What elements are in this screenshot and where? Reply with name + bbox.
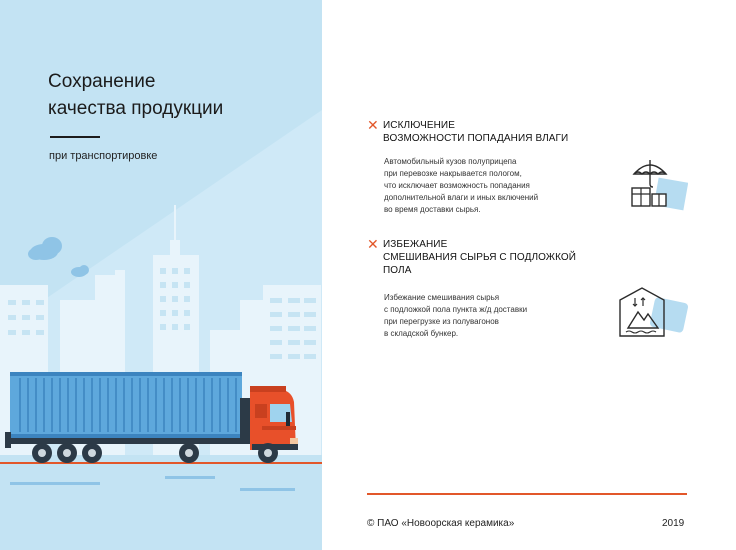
heading-line: ВОЗМОЖНОСТИ ПОПАДАНИЯ ВЛАГИ	[383, 133, 569, 144]
feature-description	[384, 292, 574, 340]
description-line: дополнительной влаги и иных включений	[384, 193, 539, 202]
footer-divider	[367, 493, 687, 495]
page-subtitle: при транспортировке	[49, 150, 158, 162]
heading-line: СМЕШИВАНИЯ СЫРЬЯ С ПОДЛОЖКОЙ	[383, 252, 577, 263]
copyright-text: © ПАО «Новоорская керамика»	[367, 518, 515, 529]
title-line-2: качества продукции	[48, 98, 224, 119]
page-title	[48, 68, 308, 122]
year-text: 2019	[662, 518, 685, 529]
warehouse-heap-icon	[616, 284, 688, 345]
description-line: при перевозке накрывается пологом,	[384, 169, 522, 178]
title-divider	[50, 136, 100, 138]
description-line: что исключает возможность попадания	[384, 181, 530, 190]
description-line: в складской бункер.	[384, 329, 459, 338]
heading-line: ПОЛА	[383, 265, 412, 276]
description-line: с подложкой пола пункта ж/д доставки	[384, 305, 528, 314]
cloud-icon	[28, 237, 89, 277]
title-line-1: Сохранение	[48, 71, 156, 92]
truck-container	[5, 372, 248, 448]
description-line: Автомобильный кузов полуприцепа	[384, 157, 517, 166]
feature-heading	[383, 238, 593, 277]
heading-line: ИСКЛЮЧЕНИЕ	[383, 120, 455, 131]
cross-icon: ✕	[367, 117, 379, 133]
feature-description	[384, 156, 574, 216]
description-line: Избежание смешивания сырья	[384, 293, 500, 302]
cross-icon: ✕	[367, 236, 379, 252]
heading-line: ИЗБЕЖАНИЕ	[383, 239, 448, 250]
illustration-panel	[0, 0, 322, 550]
description-line: во время доставки сырья.	[384, 205, 481, 214]
feature-heading	[383, 119, 593, 145]
description-line: при перегрузке из полувагонов	[384, 317, 499, 326]
umbrella-boxes-icon	[626, 156, 688, 217]
